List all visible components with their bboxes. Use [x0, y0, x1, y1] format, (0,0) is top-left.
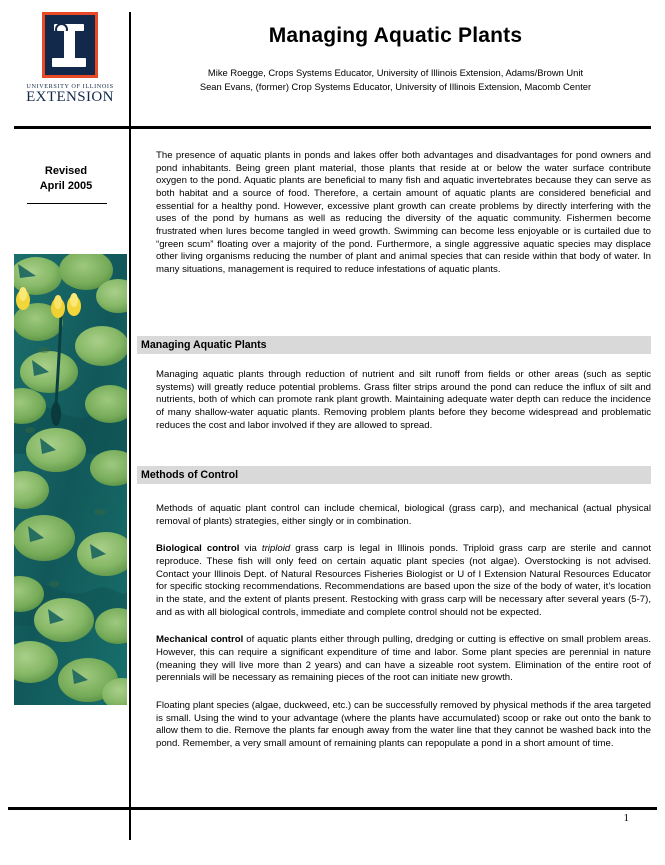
intro-paragraph: The presence of aquatic plants in ponds and lakes offer both advantages and disadvantages for pond owners and pond inhabitants. Being green plant material, those plants that reside at or below the water surface contribute oxygen to the pond. Aquatic plants are beneficial to many fish and aquatic invertebrates because they can serve as both habitat and a source of food. Therefore, a certain amount of aquatic plants are considered beneficial and essential for a healthy pond. However, excessive plant growth can create problems by directly interfering with the uses of the pond by humans as well as reducing the diversity of the aquatic community. Fishermen become frustrated when lures become tangled in weed growth. Swimming can become less enjoyable or is curtailed due to “green scum” floating over a majority of the pond. Furthermore, a single aggressive aquatic species may displace other living organisms reducing the number of plant and animal species that can reside within that body of water. In many situations, management is required to reduce infestations of aquatic plants.: [156, 150, 651, 275]
revised-label: Revised: [44, 165, 88, 177]
title-block: [140, 24, 651, 93]
logo-extension-text: EXTENSION: [26, 89, 114, 105]
byline-author-1: Mike Roegge, Crops Systems Educator, University of Illinois Extension, Adams/Brown Unit: [207, 67, 584, 78]
revised-date-block: [14, 164, 118, 194]
biological-control-rest: grass carp is legal in Illinois ponds. Triploid grass carp are sterile and cannot reproduce. These fish will only feed on certain aquatic plant species (not algae). Overstocking is not advised. Contact your Illinois Dept. of Natural Resources Fisheries Biologist or U of I Extension Natural Resources Educator for specific stocking recommendations. Recommendations are based upon the size of the body of water, it’s location in the state, and the extent of plants present. Restocking with grass carp will be necessary after several years (5-7), and as with all biological controls, immediate and complete control should not be expected.: [156, 543, 651, 618]
section-managing-aquatic-plants: [137, 336, 651, 432]
biological-control-lead: Biological control: [156, 543, 240, 555]
mechanical-control-paragraph: [137, 634, 651, 685]
page-title: Managing Aquatic Plants: [268, 24, 523, 47]
masthead-divider-rule: [14, 126, 651, 129]
water-lily-photo: [14, 254, 127, 705]
methods-intro-paragraph: Methods of aquatic plant control can include chemical, biological (grass carp), and mechanical (actual physical removal of plants) strategies, either singly or in combination.: [156, 503, 651, 527]
section-heading-managing: Managing Aquatic Plants: [137, 336, 651, 354]
revised-date: April 2005: [39, 179, 93, 192]
university-extension-logo: [14, 12, 126, 120]
biological-control-connector: via: [239, 543, 262, 555]
illinois-block-i-icon: [42, 12, 98, 78]
column-divider-rule: [129, 12, 131, 840]
byline-author-2: Sean Evans, (former) Crop Systems Educator, University of Illinois Extension, Macomb Center: [199, 80, 592, 92]
section-methods-of-control: [137, 466, 651, 751]
mechanical-control-lead: Mechanical control: [156, 634, 244, 646]
page-number: 1: [623, 812, 629, 824]
mechanical-control-rest: of aquatic plants either through pulling, dredging or cutting is effective on small problem areas. However, this can require a significant expenditure of time and labor. Some plant species are perennial in nature (meaning they will live more than 2 years) and can have a sizeable root system. Elimination of the entire root of perennials will be necessary as remaining pieces of the root can initiate new growth.: [156, 634, 651, 684]
intro-section: [137, 150, 651, 277]
section-heading-methods: Methods of Control: [137, 466, 651, 484]
triploid-italic: triploid: [261, 543, 291, 555]
revised-underline-rule: [27, 203, 107, 204]
floating-plants-paragraph: Floating plant species (algae, duckweed, etc.) can be successfully removed by physical methods if the area targeted is small. Using the wind to your advantage (where the plants have accumulated) scoop or rake out onto the bank to allow them to die. Remove the plants far enough away from the water line that they cannot be washed back into the pond. Remember, a very small amount of remaining plants can repopulate a pond in a short amount of time.: [156, 699, 651, 749]
managing-paragraph: Managing aquatic plants through reduction of nutrient and silt runoff from fields or other areas (such as septic systems) will greatly reduce potential problems. Grass filter strips around the pond can reduce the influx of silt and nutrients, both of which can promote rank plant growth. Maintaining adequate water depth can reduce the incidence of many shallow-water aquatic plants. Removing problem plants before they become widespread and problematic reduces the cost and labor involved if they are allowed to spread.: [156, 369, 651, 431]
logo-university-text: UNIVERSITY OF ILLINOIS: [26, 83, 114, 90]
biological-control-paragraph: [137, 543, 651, 619]
footer-divider-rule: [8, 807, 657, 810]
